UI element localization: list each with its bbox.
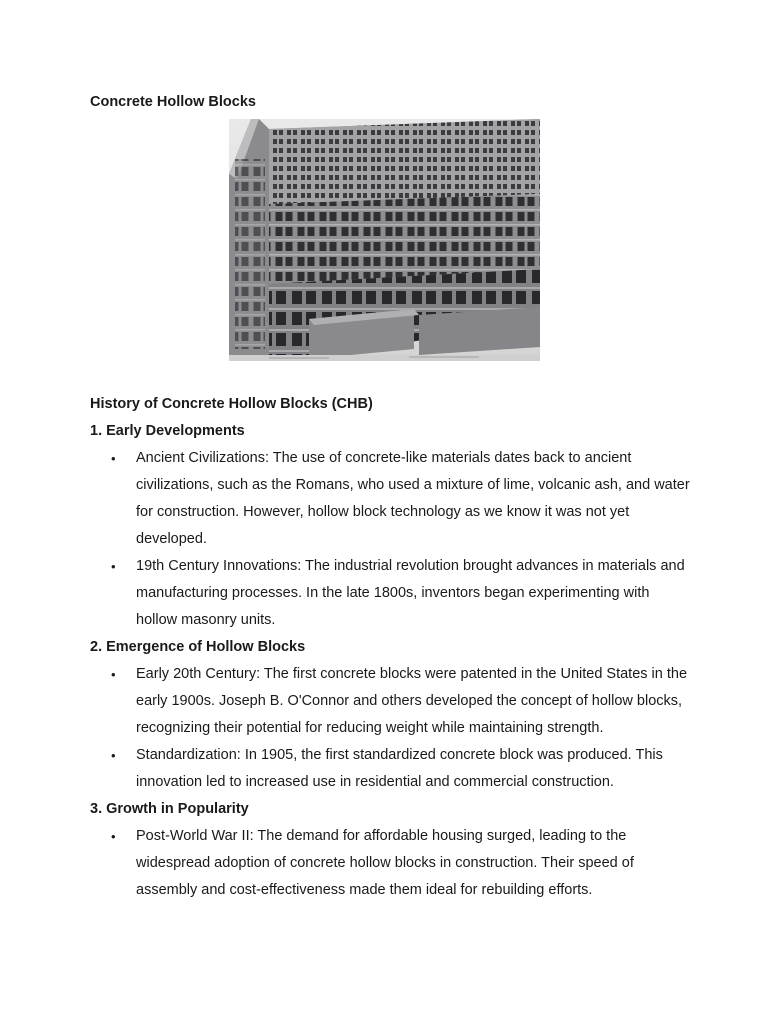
- list-item-text: Standardization: In 1905, the first standardized concrete block was produced. This innovation led to increased use in residential and commercial construction.: [136, 747, 663, 790]
- bullet-list: [90, 661, 690, 796]
- list-item: [111, 661, 690, 742]
- list-item: [111, 445, 690, 553]
- document-title: Concrete Hollow Blocks: [90, 94, 256, 110]
- bullet-icon: •: [111, 829, 116, 844]
- bullet-icon: •: [111, 451, 116, 466]
- bullet-icon: •: [111, 559, 116, 574]
- bullet-list: [90, 823, 690, 904]
- document-body: [90, 391, 690, 904]
- bullet-icon: •: [111, 667, 116, 682]
- section-heading: 3. Growth in Popularity: [90, 801, 249, 817]
- list-item-text: Early 20th Century: The first concrete blocks were patented in the United States in the early 1900s. Joseph B. O'Connor and others developed the concept of hollow blocks, recognizing their potential for reducing weight while maintaining strength.: [136, 666, 688, 736]
- bullet-icon: •: [111, 748, 116, 763]
- history-heading: History of Concrete Hollow Blocks (CHB): [90, 396, 373, 412]
- list-item-text: Post-World War II: The demand for affordable housing surged, leading to the widespread adoption of concrete hollow blocks in construction. Their speed of assembly and cost-effectiveness made them ideal for rebuilding efforts.: [136, 828, 634, 898]
- list-item-text: Ancient Civilizations: The use of concrete-like materials dates back to ancient civilizations, such as the Romans, who used a mixture of lime, volcanic ash, and water for construction. However, hollow block technology as we know it was not yet developed.: [136, 450, 690, 547]
- list-item: [111, 553, 690, 634]
- bullet-list: [90, 445, 690, 634]
- list-item-text: 19th Century Innovations: The industrial revolution brought advances in materials and manufacturing processes. In the late 1800s, inventors began experimenting with hollow masonry units.: [136, 558, 685, 628]
- section-heading: 1. Early Developments: [90, 423, 245, 439]
- list-item: [111, 742, 690, 796]
- section-heading: 2. Emergence of Hollow Blocks: [90, 639, 306, 655]
- list-item: [111, 823, 690, 904]
- concrete-blocks-photo: [229, 119, 540, 361]
